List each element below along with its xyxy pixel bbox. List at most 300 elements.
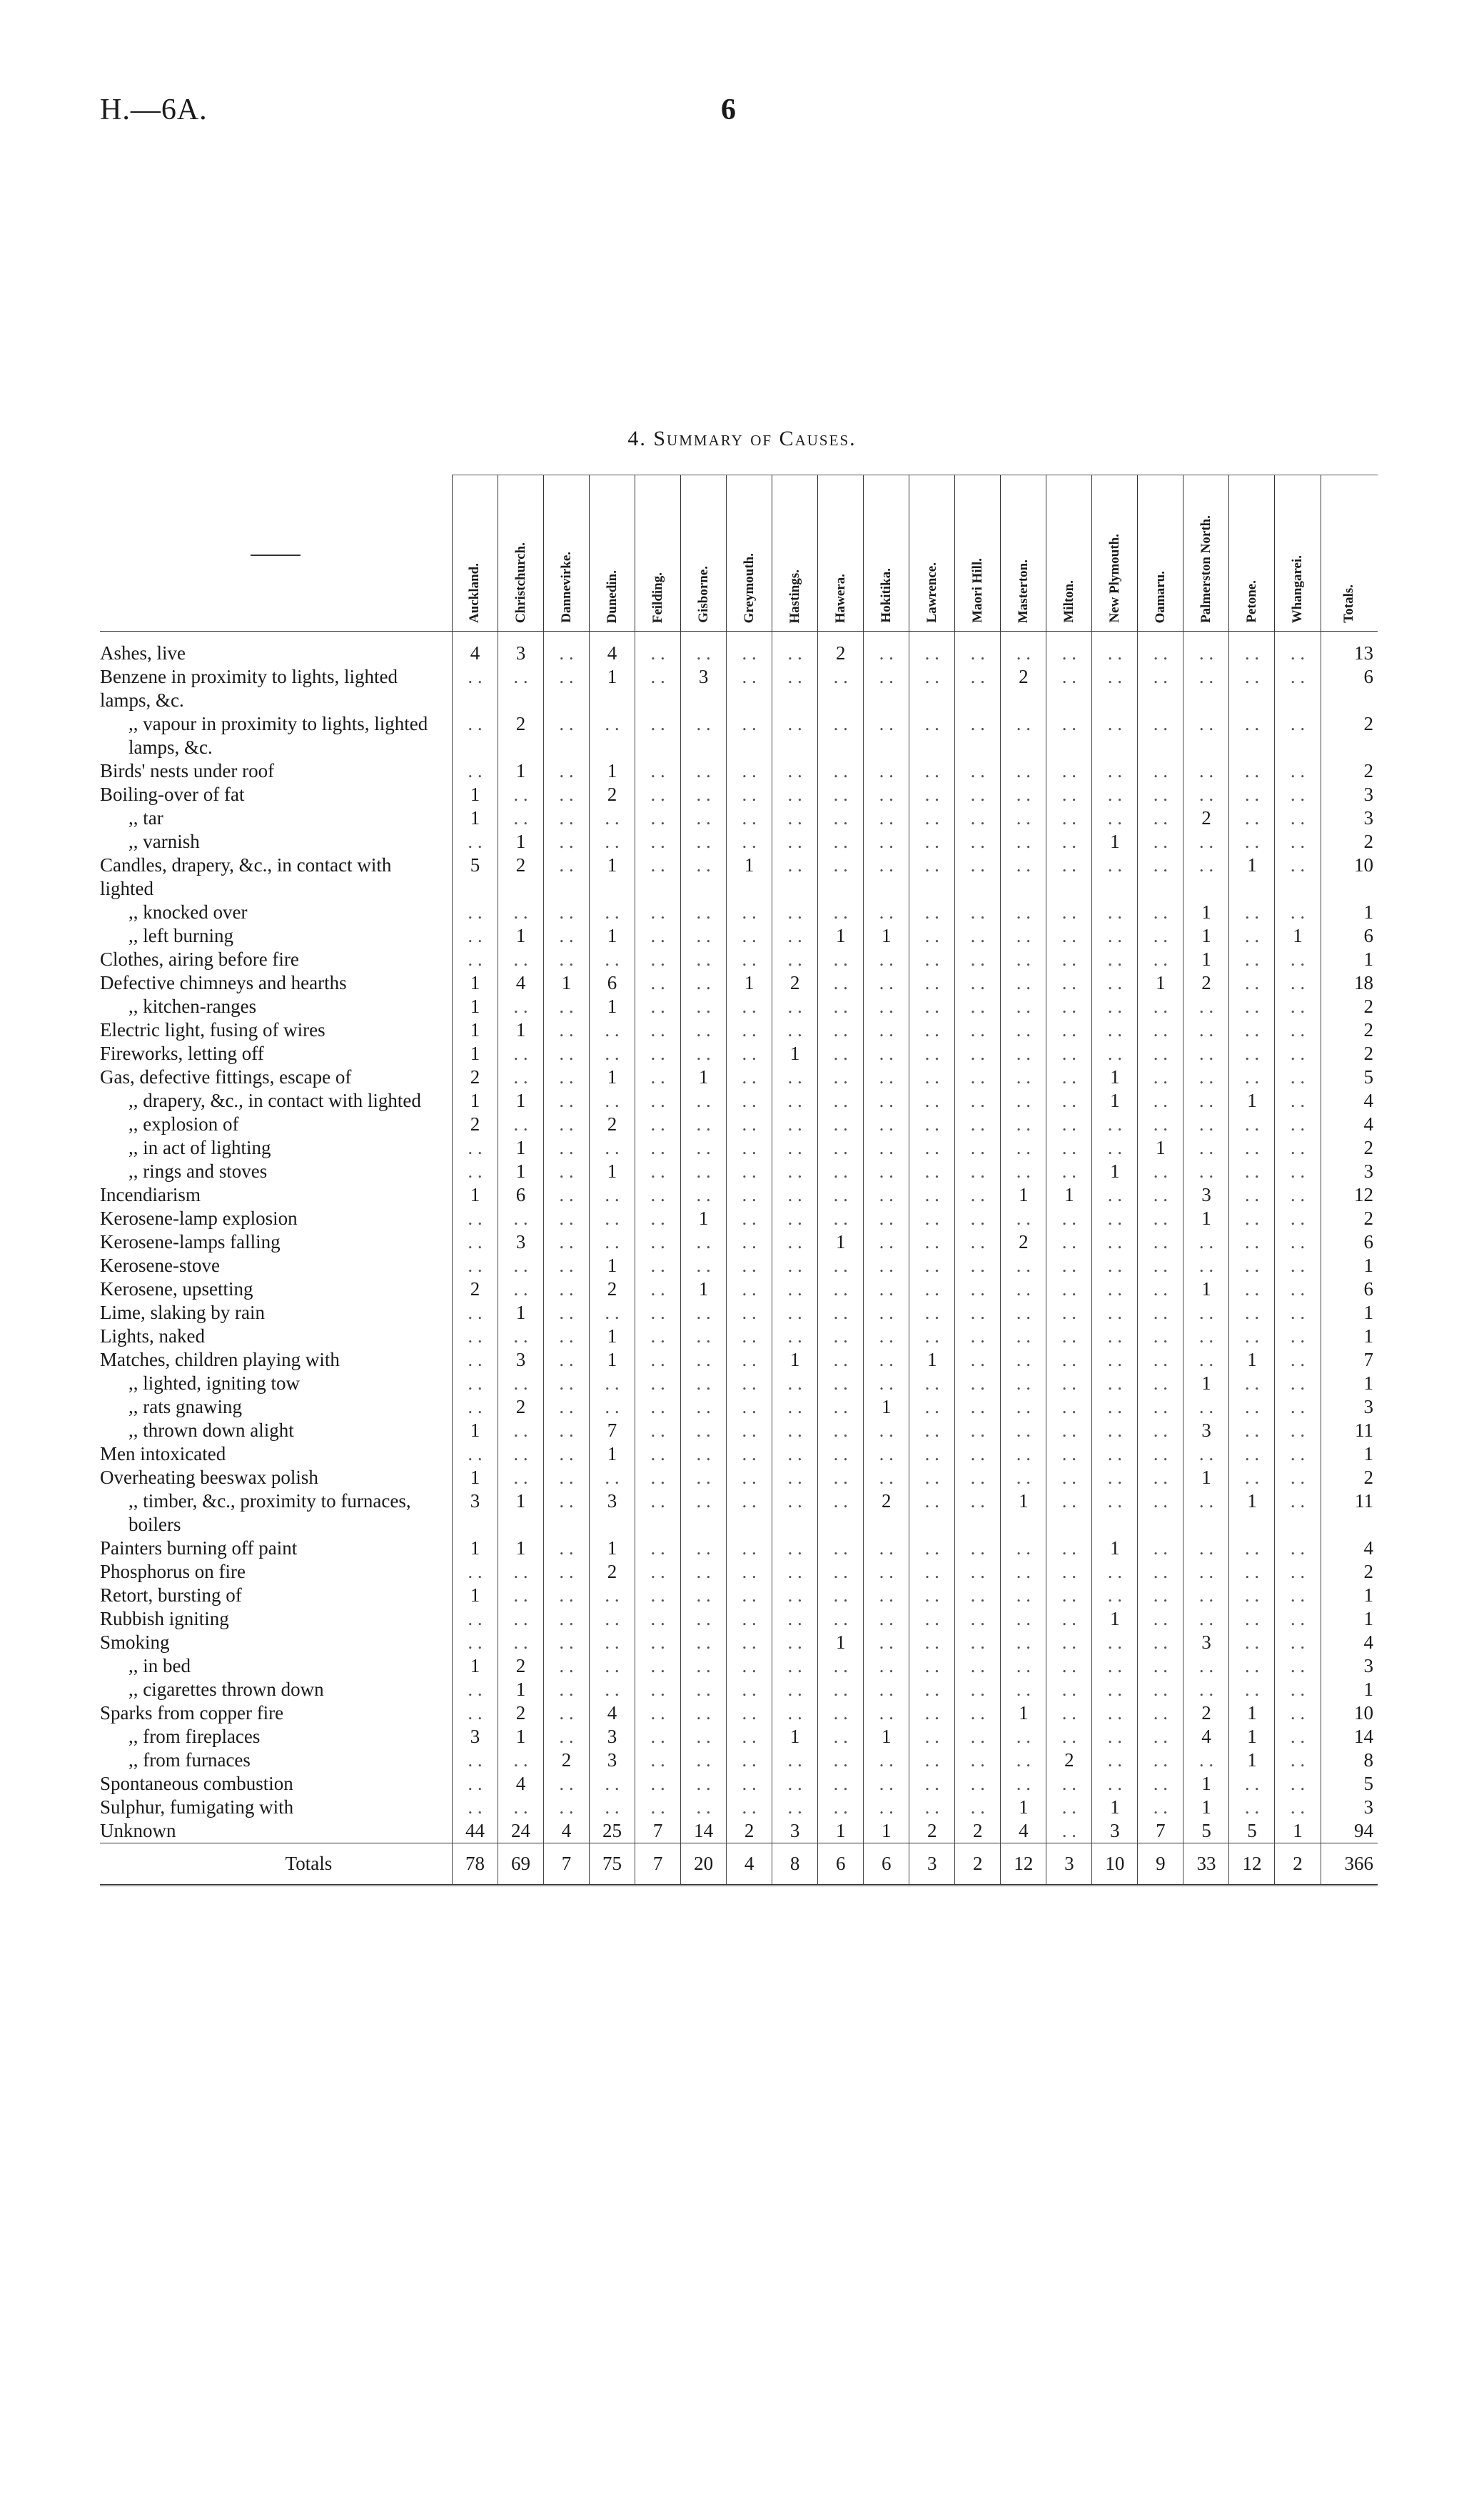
value-cell-masterton: . . <box>1001 1207 1046 1230</box>
value-cell-christchurch: . . <box>498 665 543 712</box>
value-cell-palmerston-north: . . <box>1183 1654 1229 1678</box>
cause-label: ,, from fireplaces <box>128 1726 261 1747</box>
value-cell-greymouth: 4 <box>727 1843 772 1886</box>
cause-label: Rubbish igniting <box>100 1608 229 1629</box>
value-cell-petone: . . <box>1229 1442 1275 1466</box>
value-cell-maori-hill: . . <box>955 924 1001 948</box>
value-cell-dunedin: . . <box>590 1796 635 1819</box>
cause-cell <box>100 1372 452 1395</box>
value-cell-dunedin: . . <box>590 1018 635 1042</box>
value-cell-maori-hill: 2 <box>955 1843 1001 1886</box>
value-cell-hastings: . . <box>772 1325 818 1348</box>
value-cell-dannevirke: . . <box>543 1701 589 1725</box>
cause-cell <box>100 854 452 901</box>
value-cell-gisborne: . . <box>681 783 727 806</box>
value-cell-christchurch: 1 <box>498 1089 543 1113</box>
cause-label: ,, thrown down alight <box>128 1420 294 1441</box>
value-cell-new-plymouth: 3 <box>1092 1819 1138 1843</box>
column-header-label: New Plymouth. <box>1106 534 1122 623</box>
cause-cell <box>100 1325 452 1348</box>
table-row <box>100 1772 1378 1796</box>
value-cell-auckland: . . <box>452 1372 498 1395</box>
value-cell-gisborne: . . <box>681 1183 727 1207</box>
value-cell-auckland: 1 <box>452 995 498 1018</box>
value-cell-whangarei: . . <box>1275 1325 1321 1348</box>
value-cell-dannevirke: . . <box>543 1160 589 1183</box>
value-cell-masterton: . . <box>1001 1066 1046 1089</box>
row-total: 13 <box>1321 632 1378 666</box>
value-cell-milton: . . <box>1046 1631 1092 1654</box>
value-cell-lawrence: 1 <box>909 1348 955 1372</box>
value-cell-oamaru: . . <box>1138 1277 1183 1301</box>
value-cell-gisborne: . . <box>681 1395 727 1419</box>
value-cell-petone: . . <box>1229 712 1275 759</box>
value-cell-hastings: 8 <box>772 1843 818 1886</box>
value-cell-petone: 1 <box>1229 1725 1275 1749</box>
value-cell-palmerston-north: . . <box>1183 1230 1229 1254</box>
cause-label: Men intoxicated <box>100 1443 226 1464</box>
value-cell-masterton: 2 <box>1001 665 1046 712</box>
cause-label: Spontaneous combustion <box>100 1773 293 1794</box>
value-cell-milton: . . <box>1046 948 1092 971</box>
value-cell-palmerston-north: . . <box>1183 1113 1229 1136</box>
value-cell-new-plymouth: . . <box>1092 1277 1138 1301</box>
table-row <box>100 924 1378 948</box>
value-cell-dannevirke: . . <box>543 1325 589 1348</box>
table-row <box>100 806 1378 830</box>
cause-label: Benzene in proximity to lights, lighted lamps, &c. <box>100 666 398 711</box>
value-cell-gisborne: . . <box>681 924 727 948</box>
value-cell-oamaru: 1 <box>1138 1136 1183 1160</box>
value-cell-greymouth: . . <box>727 901 772 924</box>
value-cell-oamaru: . . <box>1138 1466 1183 1489</box>
value-cell-milton: 2 <box>1046 1749 1092 1772</box>
table-row <box>100 1819 1378 1843</box>
value-cell-maori-hill: . . <box>955 854 1001 901</box>
value-cell-new-plymouth: . . <box>1092 924 1138 948</box>
cause-label: Painters burning off paint <box>100 1537 298 1559</box>
value-cell-hokitika: . . <box>864 1066 909 1089</box>
cause-cell <box>100 806 452 830</box>
value-cell-masterton: . . <box>1001 1018 1046 1042</box>
value-cell-hokitika: . . <box>864 995 909 1018</box>
value-cell-dunedin: . . <box>590 1230 635 1254</box>
value-cell-palmerston-north: 3 <box>1183 1631 1229 1654</box>
value-cell-masterton: . . <box>1001 1466 1046 1489</box>
value-cell-christchurch: 1 <box>498 1018 543 1042</box>
value-cell-oamaru: . . <box>1138 1183 1183 1207</box>
value-cell-whangarei: 1 <box>1275 1819 1321 1843</box>
value-cell-maori-hill: . . <box>955 1042 1001 1066</box>
table-row <box>100 1489 1378 1537</box>
value-cell-lawrence: . . <box>909 1725 955 1749</box>
value-cell-feilding: . . <box>635 1584 681 1607</box>
table-row <box>100 1042 1378 1066</box>
column-header-label: Greymouth. <box>741 552 757 623</box>
value-cell-oamaru: . . <box>1138 830 1183 854</box>
value-cell-oamaru: . . <box>1138 1207 1183 1230</box>
value-cell-lawrence: . . <box>909 1089 955 1113</box>
value-cell-new-plymouth: . . <box>1092 971 1138 995</box>
value-cell-feilding: 7 <box>635 1843 681 1886</box>
value-cell-auckland: 1 <box>452 1089 498 1113</box>
value-cell-whangarei: . . <box>1275 759 1321 783</box>
value-cell-maori-hill: . . <box>955 1254 1001 1277</box>
row-total: 3 <box>1321 1796 1378 1819</box>
cause-cell <box>100 1230 452 1254</box>
value-cell-hastings: . . <box>772 1301 818 1325</box>
table-row <box>100 632 1378 666</box>
value-cell-dunedin: . . <box>590 1042 635 1066</box>
value-cell-oamaru: . . <box>1138 1607 1183 1631</box>
value-cell-gisborne: . . <box>681 948 727 971</box>
value-cell-palmerston-north: 2 <box>1183 1701 1229 1725</box>
cause-label: Overheating beeswax polish <box>100 1467 318 1488</box>
value-cell-dunedin: . . <box>590 830 635 854</box>
value-cell-palmerston-north: 1 <box>1183 1466 1229 1489</box>
value-cell-hawera: . . <box>818 1489 864 1537</box>
value-cell-lawrence: . . <box>909 1466 955 1489</box>
value-cell-dunedin: . . <box>590 1772 635 1796</box>
value-cell-milton: . . <box>1046 806 1092 830</box>
value-cell-greymouth: . . <box>727 1631 772 1654</box>
value-cell-new-plymouth: . . <box>1092 1654 1138 1678</box>
cause-cell <box>100 924 452 948</box>
value-cell-feilding: . . <box>635 1537 681 1560</box>
value-cell-whangarei: . . <box>1275 1207 1321 1230</box>
value-cell-feilding: . . <box>635 1678 681 1701</box>
table-row <box>100 1560 1378 1584</box>
value-cell-maori-hill: . . <box>955 1018 1001 1042</box>
value-cell-hokitika: . . <box>864 1301 909 1325</box>
value-cell-palmerston-north: . . <box>1183 1489 1229 1537</box>
value-cell-maori-hill: . . <box>955 1466 1001 1489</box>
value-cell-oamaru: . . <box>1138 1325 1183 1348</box>
value-cell-oamaru: . . <box>1138 1442 1183 1466</box>
value-cell-masterton: . . <box>1001 1277 1046 1301</box>
value-cell-gisborne: . . <box>681 1560 727 1584</box>
value-cell-feilding: . . <box>635 1254 681 1277</box>
cause-label: ,, vapour in proximity to lights, lighted lamps, &c. <box>128 713 428 758</box>
value-cell-masterton: . . <box>1001 924 1046 948</box>
value-cell-lawrence: . . <box>909 1372 955 1395</box>
value-cell-new-plymouth: . . <box>1092 854 1138 901</box>
value-cell-maori-hill: . . <box>955 1607 1001 1631</box>
value-cell-new-plymouth: . . <box>1092 1254 1138 1277</box>
value-cell-christchurch: 2 <box>498 1654 543 1678</box>
value-cell-hawera: . . <box>818 1701 864 1725</box>
row-total: 6 <box>1321 1277 1378 1301</box>
value-cell-feilding: . . <box>635 901 681 924</box>
value-cell-palmerston-north: 1 <box>1183 1207 1229 1230</box>
value-cell-new-plymouth: . . <box>1092 806 1138 830</box>
value-cell-feilding: . . <box>635 1160 681 1183</box>
value-cell-palmerston-north: . . <box>1183 665 1229 712</box>
row-total: 7 <box>1321 1348 1378 1372</box>
value-cell-milton: . . <box>1046 971 1092 995</box>
column-header-whangarei <box>1275 475 1321 632</box>
value-cell-petone: . . <box>1229 1042 1275 1066</box>
value-cell-greymouth: . . <box>727 1749 772 1772</box>
value-cell-masterton: . . <box>1001 1372 1046 1395</box>
value-cell-feilding: . . <box>635 1725 681 1749</box>
value-cell-dannevirke: . . <box>543 1066 589 1089</box>
value-cell-lawrence: . . <box>909 759 955 783</box>
table-row <box>100 1584 1378 1607</box>
value-cell-milton: . . <box>1046 1772 1092 1796</box>
value-cell-milton: . . <box>1046 1348 1092 1372</box>
row-total: 1 <box>1321 948 1378 971</box>
table-row <box>100 1749 1378 1772</box>
value-cell-hawera: . . <box>818 1325 864 1348</box>
column-header-row <box>100 475 1378 632</box>
value-cell-dannevirke: . . <box>543 1395 589 1419</box>
value-cell-hastings: . . <box>772 1113 818 1136</box>
value-cell-petone: . . <box>1229 1160 1275 1183</box>
value-cell-feilding: . . <box>635 948 681 971</box>
value-cell-maori-hill: . . <box>955 1325 1001 1348</box>
value-cell-greymouth: . . <box>727 1230 772 1254</box>
value-cell-new-plymouth: . . <box>1092 1301 1138 1325</box>
value-cell-dannevirke: . . <box>543 1631 589 1654</box>
value-cell-petone: . . <box>1229 1466 1275 1489</box>
value-cell-new-plymouth: . . <box>1092 1136 1138 1160</box>
value-cell-milton: . . <box>1046 1301 1092 1325</box>
value-cell-hokitika: . . <box>864 1136 909 1160</box>
value-cell-lawrence: . . <box>909 854 955 901</box>
cause-label: ,, knocked over <box>128 901 248 923</box>
value-cell-new-plymouth: 1 <box>1092 1089 1138 1113</box>
value-cell-whangarei: . . <box>1275 1018 1321 1042</box>
cause-label: ,, explosion of <box>128 1113 239 1135</box>
value-cell-masterton: . . <box>1001 948 1046 971</box>
column-header-auckland <box>452 475 498 632</box>
value-cell-palmerston-north: 1 <box>1183 924 1229 948</box>
value-cell-maori-hill: . . <box>955 632 1001 666</box>
value-cell-masterton: . . <box>1001 806 1046 830</box>
value-cell-dunedin: . . <box>590 1301 635 1325</box>
value-cell-hawera: . . <box>818 1207 864 1230</box>
value-cell-gisborne: . . <box>681 1372 727 1395</box>
value-cell-hokitika: . . <box>864 1277 909 1301</box>
value-cell-feilding: . . <box>635 1631 681 1654</box>
value-cell-milton: . . <box>1046 665 1092 712</box>
value-cell-dunedin: 4 <box>590 1701 635 1725</box>
value-cell-greymouth: . . <box>727 1466 772 1489</box>
value-cell-auckland: . . <box>452 1230 498 1254</box>
value-cell-gisborne: . . <box>681 1018 727 1042</box>
value-cell-new-plymouth: . . <box>1092 1560 1138 1584</box>
value-cell-lawrence: . . <box>909 1042 955 1066</box>
value-cell-milton: . . <box>1046 1018 1092 1042</box>
value-cell-hastings: 1 <box>772 1348 818 1372</box>
value-cell-oamaru: . . <box>1138 1489 1183 1537</box>
value-cell-milton: . . <box>1046 1395 1092 1419</box>
value-cell-gisborne: . . <box>681 1089 727 1113</box>
value-cell-whangarei: . . <box>1275 1584 1321 1607</box>
value-cell-feilding: . . <box>635 665 681 712</box>
value-cell-maori-hill: . . <box>955 1089 1001 1113</box>
value-cell-hawera: . . <box>818 1796 864 1819</box>
value-cell-hastings: . . <box>772 783 818 806</box>
value-cell-dunedin: . . <box>590 806 635 830</box>
value-cell-lawrence: . . <box>909 806 955 830</box>
value-cell-auckland: 44 <box>452 1819 498 1843</box>
value-cell-petone: . . <box>1229 665 1275 712</box>
value-cell-hokitika: . . <box>864 806 909 830</box>
value-cell-feilding: . . <box>635 1442 681 1466</box>
value-cell-hastings: . . <box>772 712 818 759</box>
table-row <box>100 759 1378 783</box>
value-cell-masterton: . . <box>1001 1301 1046 1325</box>
value-cell-feilding: . . <box>635 1066 681 1089</box>
column-header-hawera <box>818 475 864 632</box>
cause-label: ,, in bed <box>128 1655 191 1676</box>
value-cell-hawera: . . <box>818 712 864 759</box>
value-cell-oamaru: . . <box>1138 1066 1183 1089</box>
value-cell-masterton: . . <box>1001 1560 1046 1584</box>
value-cell-greymouth: . . <box>727 1654 772 1678</box>
value-cell-petone: 1 <box>1229 1701 1275 1725</box>
value-cell-oamaru: . . <box>1138 1560 1183 1584</box>
cause-cell <box>100 1772 452 1796</box>
cause-label: ,, lighted, igniting tow <box>128 1372 300 1394</box>
row-total: 11 <box>1321 1489 1378 1537</box>
value-cell-greymouth: . . <box>727 1066 772 1089</box>
value-cell-new-plymouth: . . <box>1092 1230 1138 1254</box>
value-cell-christchurch: 6 <box>498 1183 543 1207</box>
value-cell-whangarei: . . <box>1275 783 1321 806</box>
value-cell-new-plymouth: . . <box>1092 1631 1138 1654</box>
value-cell-gisborne: . . <box>681 1442 727 1466</box>
value-cell-hokitika: . . <box>864 1537 909 1560</box>
value-cell-hastings: . . <box>772 1372 818 1395</box>
cause-label: ,, tar <box>128 807 163 829</box>
value-cell-petone: . . <box>1229 995 1275 1018</box>
column-header-totals <box>1321 475 1378 632</box>
value-cell-new-plymouth: . . <box>1092 632 1138 666</box>
value-cell-maori-hill: . . <box>955 806 1001 830</box>
value-cell-whangarei: . . <box>1275 1678 1321 1701</box>
value-cell-maori-hill: . . <box>955 1560 1001 1584</box>
value-cell-greymouth: . . <box>727 783 772 806</box>
row-total: 12 <box>1321 1183 1378 1207</box>
value-cell-new-plymouth: 1 <box>1092 830 1138 854</box>
value-cell-greymouth: . . <box>727 1042 772 1066</box>
value-cell-milton: . . <box>1046 1254 1092 1277</box>
column-header-label: Dunedin. <box>604 570 620 623</box>
value-cell-dannevirke: . . <box>543 1772 589 1796</box>
cause-label: Smoking <box>100 1631 170 1653</box>
table-row <box>100 1442 1378 1466</box>
table-row <box>100 1725 1378 1749</box>
value-cell-masterton: 1 <box>1001 1796 1046 1819</box>
cause-cell <box>100 1466 452 1489</box>
value-cell-maori-hill: . . <box>955 1701 1001 1725</box>
value-cell-masterton: 12 <box>1001 1843 1046 1886</box>
value-cell-greymouth: 2 <box>727 1819 772 1843</box>
value-cell-masterton: . . <box>1001 783 1046 806</box>
value-cell-hokitika: . . <box>864 1230 909 1254</box>
value-cell-dannevirke: . . <box>543 1654 589 1678</box>
value-cell-hastings: . . <box>772 665 818 712</box>
value-cell-oamaru: 1 <box>1138 971 1183 995</box>
value-cell-new-plymouth: . . <box>1092 1042 1138 1066</box>
value-cell-hawera: . . <box>818 1537 864 1560</box>
value-cell-feilding: . . <box>635 1395 681 1419</box>
value-cell-hokitika: . . <box>864 1796 909 1819</box>
value-cell-masterton: . . <box>1001 1607 1046 1631</box>
value-cell-hastings: . . <box>772 830 818 854</box>
value-cell-oamaru: . . <box>1138 632 1183 666</box>
value-cell-greymouth: . . <box>727 759 772 783</box>
value-cell-palmerston-north: . . <box>1183 995 1229 1018</box>
value-cell-greymouth: . . <box>727 1489 772 1537</box>
cause-cell <box>100 995 452 1018</box>
value-cell-auckland: 1 <box>452 971 498 995</box>
value-cell-hokitika: . . <box>864 854 909 901</box>
value-cell-palmerston-north: 1 <box>1183 948 1229 971</box>
table-row <box>100 665 1378 712</box>
cause-cell <box>100 1749 452 1772</box>
value-cell-masterton: . . <box>1001 1325 1046 1348</box>
value-cell-whangarei: . . <box>1275 1183 1321 1207</box>
value-cell-gisborne: . . <box>681 971 727 995</box>
value-cell-oamaru: . . <box>1138 1042 1183 1066</box>
value-cell-auckland: 3 <box>452 1489 498 1537</box>
value-cell-auckland: 1 <box>452 1537 498 1560</box>
value-cell-christchurch: . . <box>498 1607 543 1631</box>
value-cell-greymouth: 1 <box>727 854 772 901</box>
value-cell-masterton: . . <box>1001 1772 1046 1796</box>
value-cell-milton: 1 <box>1046 1183 1092 1207</box>
value-cell-lawrence: . . <box>909 948 955 971</box>
row-total: 6 <box>1321 924 1378 948</box>
value-cell-milton: . . <box>1046 1654 1092 1678</box>
value-cell-gisborne: . . <box>681 1466 727 1489</box>
value-cell-oamaru: . . <box>1138 1254 1183 1277</box>
cause-cell <box>100 971 452 995</box>
cause-cell <box>100 1537 452 1560</box>
value-cell-palmerston-north: . . <box>1183 1749 1229 1772</box>
value-cell-masterton: . . <box>1001 1678 1046 1701</box>
value-cell-milton: . . <box>1046 1607 1092 1631</box>
value-cell-new-plymouth: . . <box>1092 1419 1138 1442</box>
value-cell-petone: 1 <box>1229 1089 1275 1113</box>
value-cell-feilding: . . <box>635 1089 681 1113</box>
value-cell-auckland: . . <box>452 712 498 759</box>
value-cell-hawera: 1 <box>818 1819 864 1843</box>
cause-label: Incendiarism <box>100 1184 201 1205</box>
value-cell-whangarei: . . <box>1275 1607 1321 1631</box>
value-cell-gisborne: . . <box>681 1537 727 1560</box>
cause-label: Boiling-over of fat <box>100 784 245 805</box>
value-cell-christchurch: 1 <box>498 1537 543 1560</box>
value-cell-hawera: . . <box>818 1442 864 1466</box>
value-cell-christchurch: 2 <box>498 854 543 901</box>
value-cell-whangarei: . . <box>1275 1489 1321 1537</box>
cause-cell <box>100 1725 452 1749</box>
value-cell-feilding: . . <box>635 1348 681 1372</box>
value-cell-christchurch: . . <box>498 1796 543 1819</box>
value-cell-masterton: 1 <box>1001 1183 1046 1207</box>
value-cell-hastings: 2 <box>772 971 818 995</box>
value-cell-hawera: . . <box>818 1372 864 1395</box>
value-cell-hokitika: . . <box>864 1160 909 1183</box>
value-cell-petone: . . <box>1229 1560 1275 1584</box>
value-cell-auckland: . . <box>452 1772 498 1796</box>
value-cell-hokitika: . . <box>864 1183 909 1207</box>
